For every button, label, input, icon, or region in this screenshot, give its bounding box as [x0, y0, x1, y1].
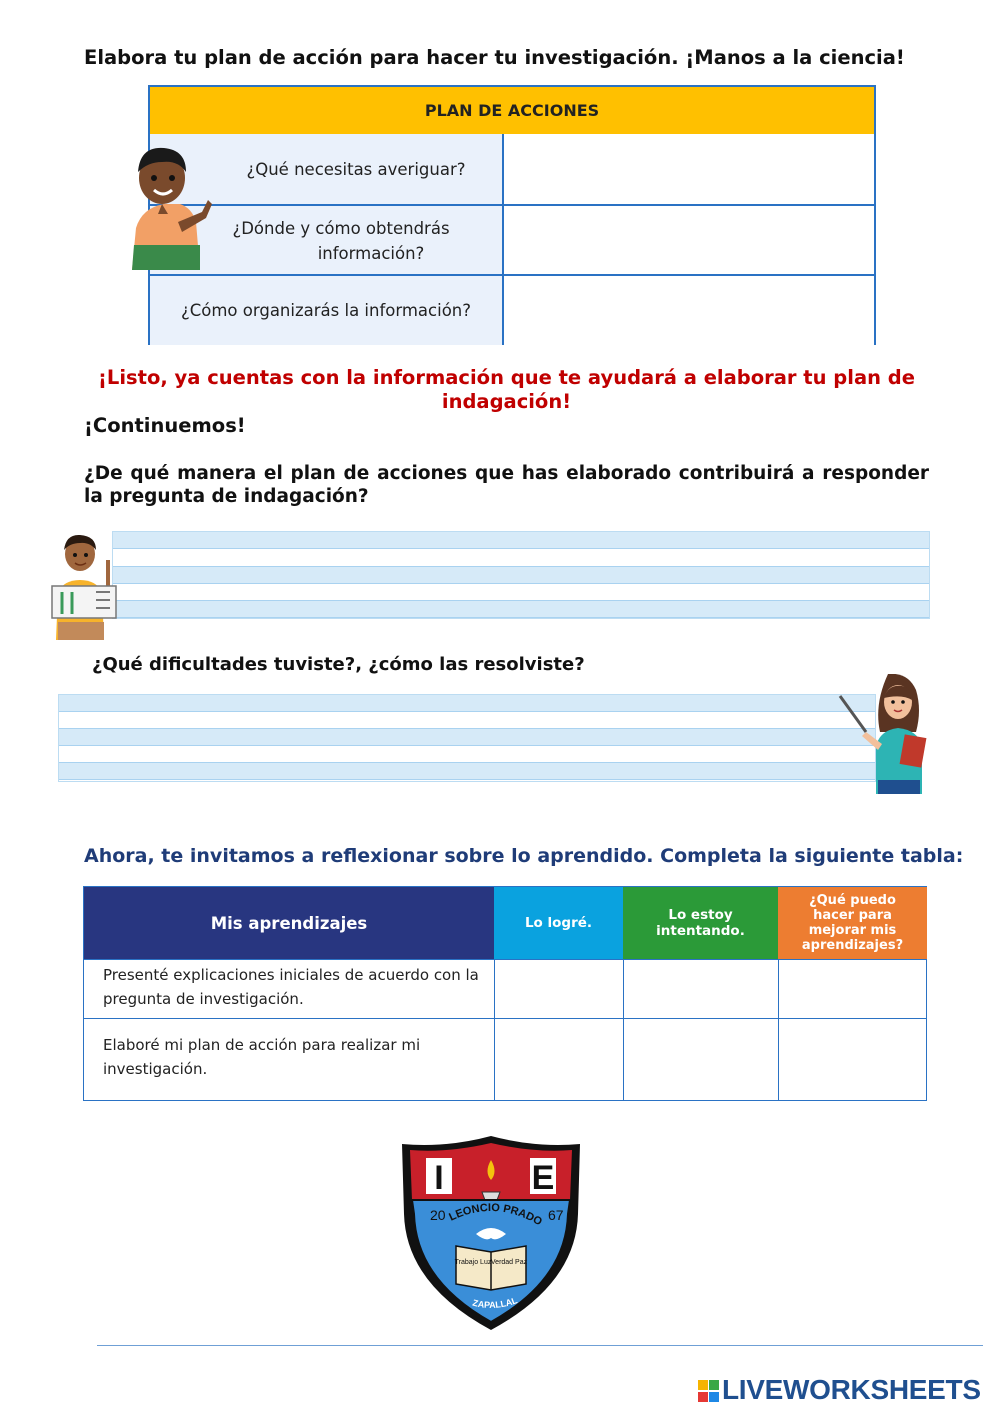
crest-letter-left: I: [434, 1159, 444, 1197]
plan-question: [150, 276, 504, 345]
header-lo-logre: Lo logré.: [494, 887, 623, 959]
cell-que-puedo-hacer[interactable]: [778, 959, 927, 1018]
crest-book-right: Verdad Paz: [490, 1259, 528, 1266]
plan-question-text: ¿Cómo organizarás la información?: [180, 301, 472, 320]
plan-answer-field[interactable]: [504, 134, 874, 204]
header-lo-estoy-intentando: Lo estoy intentando.: [623, 887, 778, 959]
plan-row: [150, 274, 874, 345]
footer-divider: [97, 1345, 983, 1346]
teacher-illustration: [836, 674, 936, 796]
cell-lo-logre[interactable]: [494, 959, 623, 1018]
plan-row: [150, 134, 874, 204]
answer-lines-1[interactable]: [112, 531, 930, 619]
liveworksheets-logo-icon: [698, 1380, 720, 1404]
header-mis-aprendizajes: Mis aprendizajes: [84, 887, 494, 959]
header-que-puedo-hacer: ¿Qué puedo hacer para mejorar mis aprendizajes?: [778, 887, 927, 959]
plan-answer-field[interactable]: [504, 206, 874, 276]
cell-lo-logre[interactable]: [494, 1018, 623, 1100]
cell-lo-estoy-intentando[interactable]: [623, 959, 778, 1018]
page-title: Elabora tu plan de acción para hacer tu investigación. ¡Manos a la ciencia!: [84, 46, 905, 69]
plan-answer-field[interactable]: [504, 276, 874, 345]
reflect-instruction: Ahora, te invitamos a reflexionar sobre lo aprendido. Completa la siguiente tabla:: [84, 845, 964, 867]
plan-table: [148, 85, 876, 345]
plan-question-text: ¿Dónde y cómo obtendrás: [232, 219, 450, 238]
listo-message: ¡Listo, ya cuentas con la información que te ayudará a elaborar tu plan de indagación!: [98, 366, 915, 413]
plan-row: [150, 204, 874, 276]
boy-pointing-illustration: [122, 140, 214, 275]
answer-lines-2[interactable]: [58, 694, 876, 782]
learning-table: [83, 886, 927, 1101]
table-row-text-cell: [84, 959, 494, 1018]
plan-question-text: ¿Qué necesitas averiguar?: [246, 159, 466, 179]
crest-year-right: 67: [548, 1207, 564, 1223]
answer-area-border: [112, 531, 930, 619]
boy-with-chart-illustration: [44, 530, 118, 642]
plan-header: PLAN DE ACCIONES: [150, 87, 874, 136]
question-2: ¿Qué dificultades tuviste?, ¿cómo las resolviste?: [92, 654, 585, 675]
table-row-text: Presenté explicaciones iniciales de acuerdo con la pregunta de investigación.: [103, 966, 479, 1008]
liveworksheets-brand[interactable]: LIVEWORKSHEETS: [722, 1374, 981, 1405]
answer-area-border: [58, 694, 876, 782]
question-1: ¿De qué manera el plan de acciones que has elaborado contribuirá a responder la pregunta de indagación?: [84, 463, 929, 507]
crest-year-left: 20: [430, 1207, 446, 1223]
table-row-text-cell: [84, 1018, 494, 1100]
crest-letter-right: E: [531, 1159, 555, 1197]
crest-school-name: LEONCIO PRADO: [447, 1201, 545, 1229]
school-crest-logo: [396, 1134, 586, 1332]
crest-book-left: Trabajo Luz: [454, 1259, 492, 1266]
cell-lo-estoy-intentando[interactable]: [623, 1018, 778, 1100]
continuemos-heading: ¡Continuemos!: [84, 414, 246, 437]
crest-place: ZAPALLAL: [471, 1295, 519, 1311]
plan-question-text: información?: [317, 244, 425, 263]
cell-que-puedo-hacer[interactable]: [778, 1018, 927, 1100]
table-row-text: Elaboré mi plan de acción para realizar mi investigación.: [103, 1036, 421, 1078]
